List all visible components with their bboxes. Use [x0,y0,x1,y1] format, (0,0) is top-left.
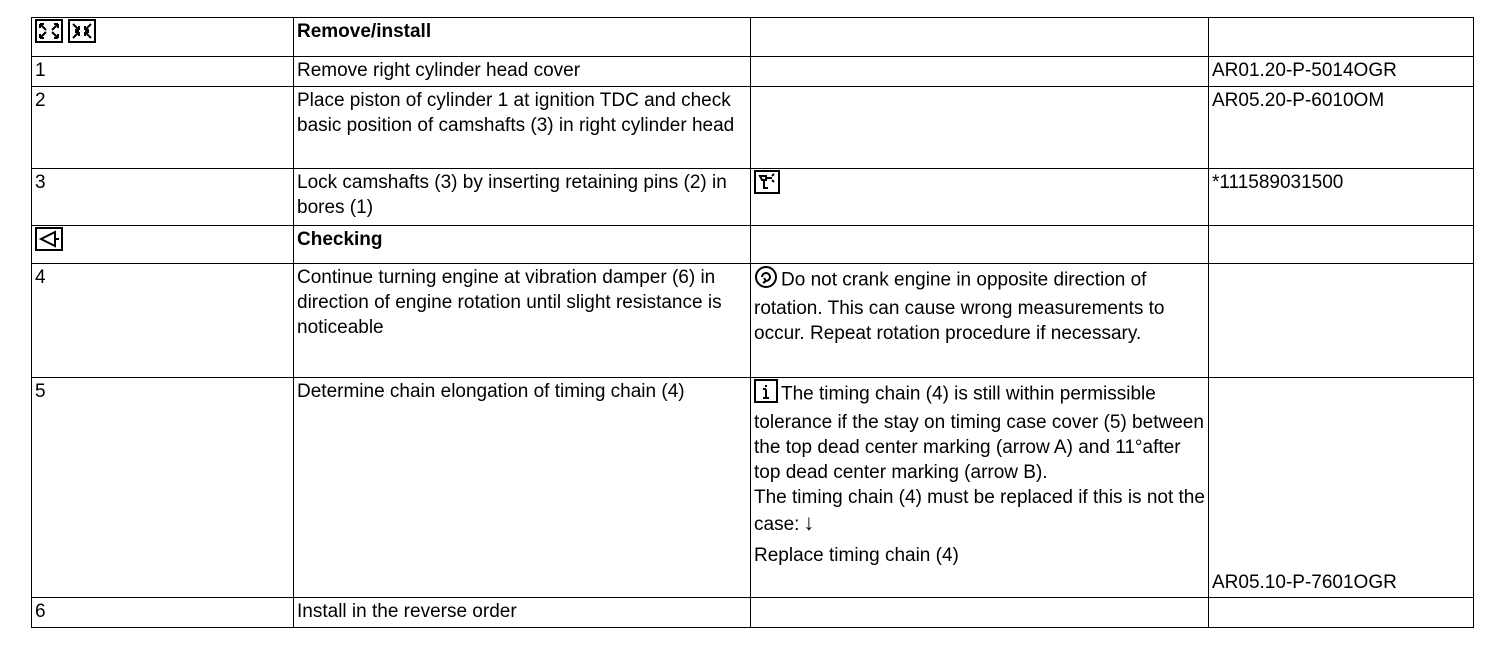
note-text: The timing chain (4) is still within permissible tolerance if the stay on timing case cover (5) between the top dead center marking (arrow A) and 11°after top dead center marking (arrow B). [754,383,1204,483]
note-cell [751,169,1209,226]
section-title: Remove/install [294,18,751,57]
ref-link[interactable]: AR05.10-P-7601OGR [1209,378,1474,598]
table-row [32,57,1474,87]
table-row [32,264,1474,378]
ref-link[interactable]: AR05.20-P-6010OM [1209,87,1474,169]
note-cell [751,18,1209,57]
note-cell [751,226,1209,264]
rotation-warning-icon [754,265,778,296]
note-cell [751,598,1209,628]
ref-link[interactable]: AR01.20-P-5014OGR [1209,57,1474,87]
ref-cell [1209,598,1474,628]
note-cell [751,264,1209,378]
step-text: Place piston of cylinder 1 at ignition TDC and check basic position of camshafts (3) in right cylinder head [294,87,751,169]
step-text: Install in the reverse order [294,598,751,628]
info-icon [754,379,778,410]
step-text: Remove right cylinder head cover [294,57,751,87]
step-number: 2 [32,87,294,169]
section-title: Checking [294,226,751,264]
collapse-icon [68,19,96,50]
procedure-table [31,17,1474,628]
table-row [32,378,1474,598]
note-text: Do not crank engine in opposite direction of rotation. This can cause wrong measurements to occur. Repeat rotation procedure if necessary. [754,269,1165,344]
checking-icon [35,227,63,258]
note-cell [751,87,1209,169]
ref-cell [1209,226,1474,264]
table-row [32,18,1474,57]
note-cell [751,57,1209,87]
step-text: Determine chain elongation of timing chain (4) [294,378,751,598]
expand-icon [35,19,63,50]
ref-link[interactable]: *111589031500 [1209,169,1474,226]
step-number: 6 [32,598,294,628]
table-row [32,598,1474,628]
table-row [32,226,1474,264]
row-icons-cell [32,18,294,57]
table-row [32,87,1474,169]
step-text: Continue turning engine at vibration damper (6) in direction of engine rotation until slight resistance is noticeable [294,264,751,378]
ref-cell [1209,264,1474,378]
arrow-down-icon: ↓ [803,510,815,535]
ref-cell [1209,18,1474,57]
note-text-2: The timing chain (4) must be replaced if this is not the case: ↓ [754,487,1205,535]
table-row [32,169,1474,226]
step-number: 1 [32,57,294,87]
step-number: 3 [32,169,294,226]
note-cell [751,378,1209,598]
step-number: 5 [32,378,294,598]
step-number: 4 [32,264,294,378]
step-text: Lock camshafts (3) by inserting retaining pins (2) in bores (1) [294,169,751,226]
note-action-text: Replace timing chain (4) [754,545,959,566]
row-icons-cell [32,226,294,264]
special-tool-icon[interactable] [754,170,780,201]
